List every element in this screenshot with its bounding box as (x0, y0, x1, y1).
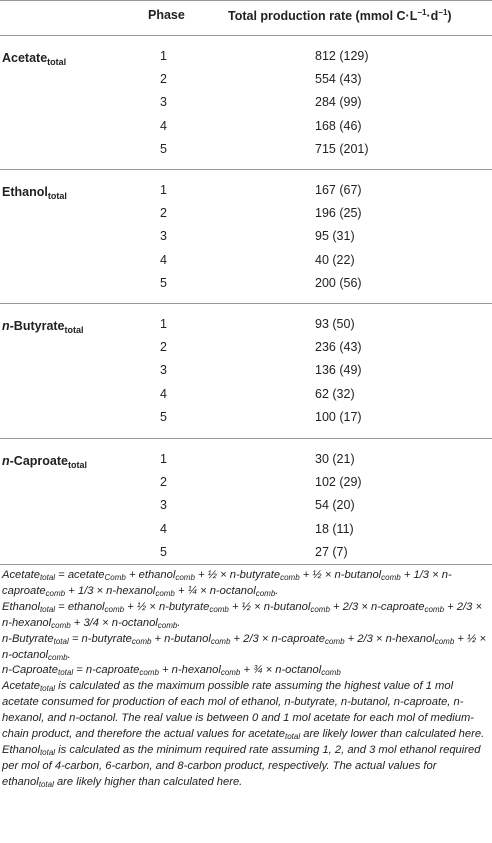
rate-cell: 18 (11) (315, 521, 354, 536)
table-row (0, 340, 492, 363)
table-row (0, 95, 492, 118)
group-name-text: Ethanol (2, 185, 48, 199)
header-bottom-rule (0, 35, 492, 36)
rate-cell: 554 (43) (315, 72, 362, 87)
table-top-rule (0, 0, 492, 1)
group-name-text: Acetate (2, 51, 48, 65)
phase-cell: 3 (160, 498, 167, 513)
footnote-butyrate-formula: n-Butyrate$_{total}$ = n-butyrate$_{comb}$ + n-butanol$_{comb}$ + 2/3 × n-caproate$_{comb}$ + 2/3 × n-hexanol$_{comb}$ + ½ × n-octanol$_{comb}$. (2, 632, 487, 662)
table-row (0, 475, 492, 498)
rate-cell: 30 (21) (315, 452, 355, 466)
table-row (0, 253, 492, 276)
rate-cell: 136 (49) (315, 363, 362, 378)
rate-cell: 27 (7) (315, 544, 348, 559)
table-row (0, 229, 492, 252)
rate-cell: 62 (32) (315, 386, 355, 401)
phase-cell: 1 (160, 452, 167, 466)
phase-cell: 3 (160, 363, 167, 378)
rate-cell: 200 (56) (315, 275, 362, 290)
table-row (0, 317, 492, 340)
phase-cell: 2 (160, 206, 167, 221)
phase-cell: 2 (160, 475, 167, 490)
phase-cell: 1 (160, 183, 167, 197)
group-name-subscript: total (47, 57, 67, 67)
group-name-subscript: total (64, 325, 84, 335)
rate-cell: 93 (50) (315, 317, 355, 331)
table-row (0, 452, 492, 475)
phase-cell: 1 (160, 317, 167, 331)
footnote-caproate-formula: n-Caproate$_{total}$ = n-caproate$_{comb}$ + n-hexanol$_{comb}$ + ¾ × n-octanol$_{comb}$ (2, 664, 341, 678)
phase-cell: 5 (160, 275, 167, 290)
table-row (0, 183, 492, 206)
phase-cell: 5 (160, 141, 167, 156)
group-name-text: n-Caproate (2, 454, 68, 468)
rate-cell: 40 (22) (315, 252, 355, 267)
table-row (0, 387, 492, 410)
table-row (0, 206, 492, 229)
phase-cell: 4 (160, 386, 167, 401)
table-row (0, 72, 492, 95)
table-row (0, 142, 492, 165)
table-row (0, 498, 492, 521)
table-row (0, 522, 492, 545)
footnote-ethanol-formula: Ethanol$_{total}$ = ethanol$_{comb}$ + ½ × n-butyrate$_{comb}$ + ½ × n-butanol$_{comb}$ + 2/3 × n-caproate$_{comb}$ + 2/3 × n-hexanol$_{comb}$ + 3/4 × n-octanol$_{comb}$. (2, 600, 482, 630)
phase-cell: 4 (160, 118, 167, 133)
phase-cell: 3 (160, 229, 167, 244)
footnote-acetate-note: Acetate$_{total}$ is calculated as the maximum possible rate assuming the highest value of 1 mol acetate consumed for production of each mol of ethanol, n-butyrate, n-butanol, n-caproate, n-hexanol, and n-octanol. The real value is between 0 and 1 mol acetate for each mol of medium-chain product, and therefore the actual values for acetate$_{total}$ are likely lower than calculated here. (2, 680, 485, 742)
table-row (0, 363, 492, 386)
table-row (0, 49, 492, 72)
rate-cell: 54 (20) (315, 498, 355, 513)
phase-cell: 3 (160, 95, 167, 110)
phase-cell: 5 (160, 409, 167, 424)
rate-cell: 284 (99) (315, 95, 362, 110)
header-rate: Total production rate (mmol $C\cdot L^{-1}\cdot d^{-1}$) (228, 8, 452, 23)
table-row (0, 410, 492, 433)
phase-cell: 5 (160, 544, 167, 559)
group-separator (0, 438, 492, 439)
rate-cell: 812 (129) (315, 49, 369, 63)
header-phase: Phase (148, 8, 185, 22)
rate-cell: 102 (29) (315, 475, 362, 490)
phase-cell: 2 (160, 340, 167, 355)
rate-cell: 715 (201) (315, 141, 369, 156)
phase-cell: 4 (160, 521, 167, 536)
table-row (0, 276, 492, 299)
rate-cell: 95 (31) (315, 229, 355, 244)
rate-cell: 100 (17) (315, 409, 362, 424)
phase-cell: 1 (160, 49, 167, 63)
rate-cell: 167 (67) (315, 183, 362, 197)
table-bottom-rule (0, 564, 492, 565)
footnote-ethanol-note: Ethanol$_{total}$ is calculated as the minimum required rate assuming 1, 2, and 3 mol ethanol required per mol of 4-carbon, 6-carbon, and 8-carbon product, respectively. The actual values for ethanol$_{total}$ are likely higher than calculated here. (2, 743, 481, 789)
group-separator (0, 303, 492, 304)
rate-cell: 236 (43) (315, 340, 362, 355)
phase-cell: 2 (160, 72, 167, 87)
group-name-subscript: total (67, 460, 87, 470)
footnotes (2, 568, 490, 791)
group-name-text: n-Butyrate (2, 319, 65, 333)
footnote-acetate-formula: Acetate$_{total}$ = acetate$_{Comb}$ + ethanol$_{comb}$ + ½ × n-butyrate$_{comb}$ + ½ × n-butanol$_{comb}$ + 1/3 × n-caproate$_{comb}$ + 1/3 × n-hexanol$_{comb}$ + ¼ × n-octanol$_{comb}$. (2, 569, 452, 598)
group-name-subscript: total (47, 191, 67, 201)
phase-cell: 4 (160, 252, 167, 267)
rate-cell: 196 (25) (315, 206, 362, 221)
group-separator (0, 169, 492, 170)
rate-cell: 168 (46) (315, 118, 362, 133)
table-row (0, 119, 492, 142)
